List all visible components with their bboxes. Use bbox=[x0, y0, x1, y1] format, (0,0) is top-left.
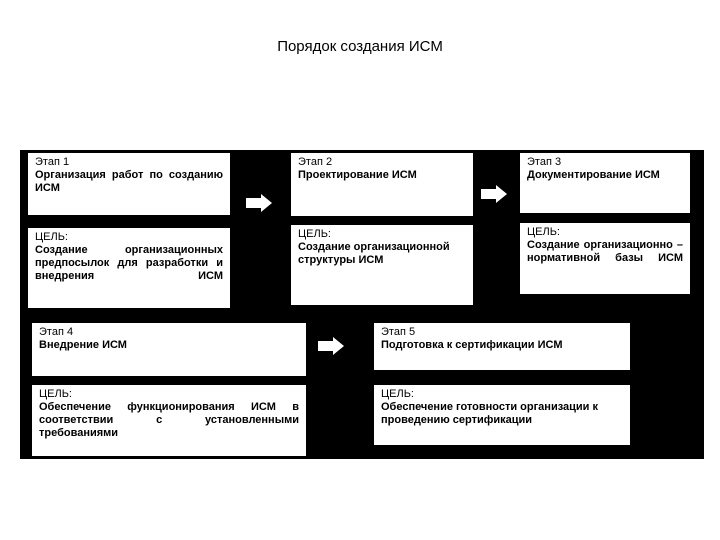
diagram-title: Порядок создания ИСМ bbox=[277, 38, 443, 55]
stage-5-heading: Этап 5 bbox=[381, 326, 416, 338]
goal-2-box bbox=[291, 225, 473, 305]
goal-1-heading: ЦЕЛЬ: bbox=[35, 231, 68, 243]
goal-3-text: Создание организационно – нормативной базы ИСМ bbox=[527, 239, 683, 264]
goal-5-box bbox=[374, 385, 630, 445]
goal-4-text: Обеспечение функционирования ИСМ в соответствии с установленными требованиями bbox=[39, 401, 299, 439]
stage-3-heading: Этап 3 bbox=[527, 156, 562, 168]
stage-1-heading: Этап 1 bbox=[35, 156, 70, 168]
stage-4-box bbox=[32, 323, 306, 376]
arrow-right-icon bbox=[317, 337, 345, 355]
arrow-right-icon bbox=[480, 185, 508, 203]
goal-2-heading: ЦЕЛЬ: bbox=[298, 228, 331, 240]
stage-5-box bbox=[374, 323, 630, 370]
goal-1-text: Создание организационных предпосылок для разработки и внедрения ИСМ bbox=[35, 244, 223, 282]
goal-4-heading: ЦЕЛЬ: bbox=[39, 388, 72, 400]
stage-3-text: Документирование ИСМ bbox=[527, 169, 660, 181]
goal-2-text: Создание организационной структуры ИСМ bbox=[298, 241, 450, 266]
goal-1-box bbox=[28, 228, 230, 308]
stage-2-text: Проектирование ИСМ bbox=[298, 169, 417, 181]
stage-1-box bbox=[28, 153, 230, 215]
stage-4-heading: Этап 4 bbox=[39, 326, 74, 338]
stage-2-heading: Этап 2 bbox=[298, 156, 333, 168]
goal-5-heading: ЦЕЛЬ: bbox=[381, 388, 414, 400]
stage-5-text: Подготовка к сертификации ИСМ bbox=[381, 339, 563, 351]
goal-4-box bbox=[32, 385, 306, 456]
stage-4-text: Внедрение ИСМ bbox=[39, 339, 127, 351]
stage-3-box bbox=[520, 153, 690, 213]
process-panel bbox=[20, 150, 704, 459]
goal-3-heading: ЦЕЛЬ: bbox=[527, 226, 560, 238]
goal-5-text: Обеспечение готовности организации к проведению сертификации bbox=[381, 401, 598, 426]
stage-2-box bbox=[291, 153, 473, 216]
goal-3-box bbox=[520, 223, 690, 294]
stage-1-text: Организация работ по созданию ИСМ bbox=[35, 169, 223, 194]
arrow-right-icon bbox=[245, 194, 273, 212]
